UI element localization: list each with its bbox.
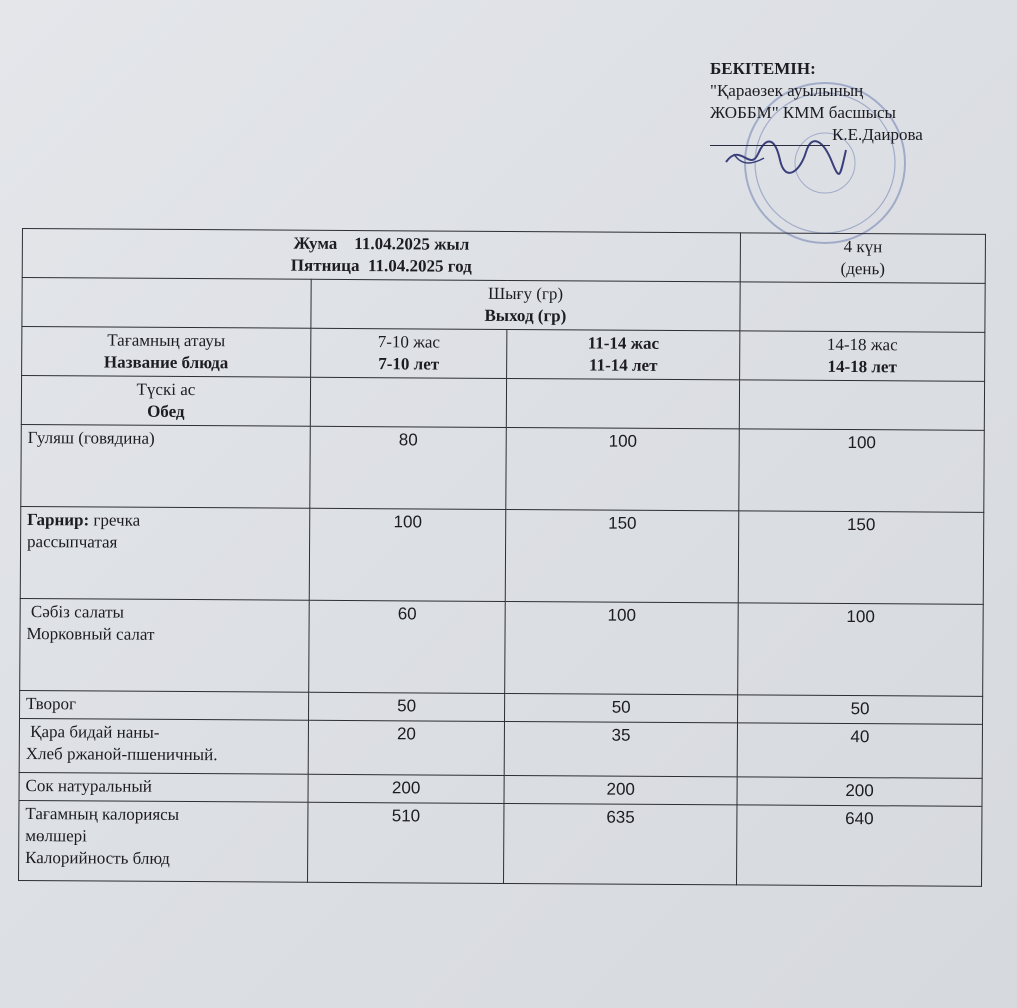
dish-line-1: Сок натуральный (25, 776, 152, 796)
col-name-kz: Тағамның атауы (107, 330, 226, 351)
value-cell: 50 (505, 693, 738, 722)
menu-table (18, 228, 986, 887)
value-cell: 100 (309, 508, 506, 601)
dish-name (20, 690, 309, 720)
value-cell: 60 (309, 600, 506, 693)
value-cell: 100 (738, 603, 984, 696)
calorie-value: 640 (737, 805, 982, 886)
approval-line-2: ЖОББМ" КММ басшысы (710, 103, 896, 122)
date-cell (22, 229, 740, 282)
col-age-11-14 (507, 329, 740, 379)
date-kz: Жума 11.04.2025 жыл (293, 233, 470, 254)
col-name-ru: Название блюда (103, 352, 229, 373)
col-age2-ru: 11-14 лет (589, 355, 658, 375)
calorie-value: 510 (307, 802, 504, 883)
dish-line-1: Сәбіз салаты (26, 602, 125, 622)
output-empty-left (22, 278, 311, 329)
value-cell: 200 (504, 775, 737, 804)
day-cell (740, 233, 985, 283)
col-age-14-18 (740, 331, 985, 381)
dish-name (19, 718, 308, 774)
value-cell: 100 (505, 601, 738, 694)
dish-line-2: рассыпчатая (27, 532, 118, 552)
approval-line-1: "Қараөзек ауылының (710, 81, 864, 100)
approval-signer: К.Е.Даирова (832, 125, 923, 144)
dish-line-1: Творог (26, 694, 77, 714)
col-name (22, 327, 311, 378)
calorie-row (19, 800, 982, 886)
calorie-line-2: мөлшері (25, 826, 87, 846)
section-row (21, 376, 984, 431)
calorie-line-3: Калорийность блюд (25, 848, 170, 868)
calorie-value: 635 (504, 803, 737, 884)
value-cell: 20 (308, 720, 505, 775)
value-cell: 200 (308, 774, 505, 803)
col-age-7-10 (310, 328, 507, 378)
col-age1-ru: 7-10 лет (378, 354, 440, 374)
section-empty-3 (739, 380, 984, 430)
calorie-line-1: Тағамның калориясы (25, 804, 180, 824)
dish-name (20, 598, 309, 692)
dish-line-1: Гуляш (говядина) (27, 428, 155, 448)
table-row (19, 718, 982, 778)
value-cell: 150 (505, 509, 738, 602)
col-age3-kz: 14-18 жас (826, 334, 898, 355)
table-row (20, 598, 984, 696)
date-ru: Пятница 11.04.2025 год (290, 255, 472, 276)
col-age2-kz: 11-14 жас (587, 333, 660, 353)
header-row (22, 229, 985, 284)
dish-name (20, 506, 309, 600)
approval-signer-line (710, 124, 1010, 146)
output-row (22, 278, 985, 333)
day-ru: (день) (840, 259, 886, 279)
approval-heading: БЕКІТЕМІН: (710, 59, 816, 78)
signature-underline (710, 145, 830, 146)
column-header-row (22, 327, 985, 382)
col-age1-kz: 7-10 жас (377, 332, 441, 352)
output-cell (311, 279, 740, 331)
calorie-label (19, 800, 308, 882)
output-kz: Шығу (гр) (487, 283, 564, 304)
section-ru: Обед (147, 401, 185, 421)
dish-line-2: Морковный салат (26, 624, 155, 644)
output-ru: Выход (гр) (484, 305, 567, 326)
value-cell: 50 (308, 692, 505, 721)
day-kz: 4 күн (843, 237, 883, 257)
value-cell: 50 (738, 695, 983, 724)
dish-name (21, 424, 310, 508)
dish-line-1: Қара бидай наны- (25, 722, 160, 742)
value-cell: 200 (737, 777, 982, 806)
value-cell: 40 (737, 723, 982, 778)
value-cell: 80 (310, 426, 507, 509)
section-empty-2 (507, 378, 740, 428)
approval-block (710, 58, 1010, 146)
dish-line-1 (27, 509, 303, 533)
dish-name (19, 772, 308, 802)
dish-line-2: Хлеб ржаной-пшеничный. (25, 744, 218, 765)
value-cell: 35 (504, 721, 737, 776)
section-cell (21, 376, 310, 427)
col-age3-ru: 14-18 лет (827, 356, 897, 377)
value-cell: 150 (738, 511, 984, 604)
section-empty-1 (310, 377, 507, 427)
dish-text: гречка (89, 510, 141, 530)
value-cell: 100 (739, 429, 984, 512)
table-row (21, 424, 984, 512)
output-empty-right (740, 282, 985, 332)
value-cell: 100 (506, 427, 739, 510)
section-kz: Түскі ас (136, 379, 196, 400)
dish-prefix: Гарнир: (27, 510, 90, 530)
table-row (20, 506, 984, 604)
